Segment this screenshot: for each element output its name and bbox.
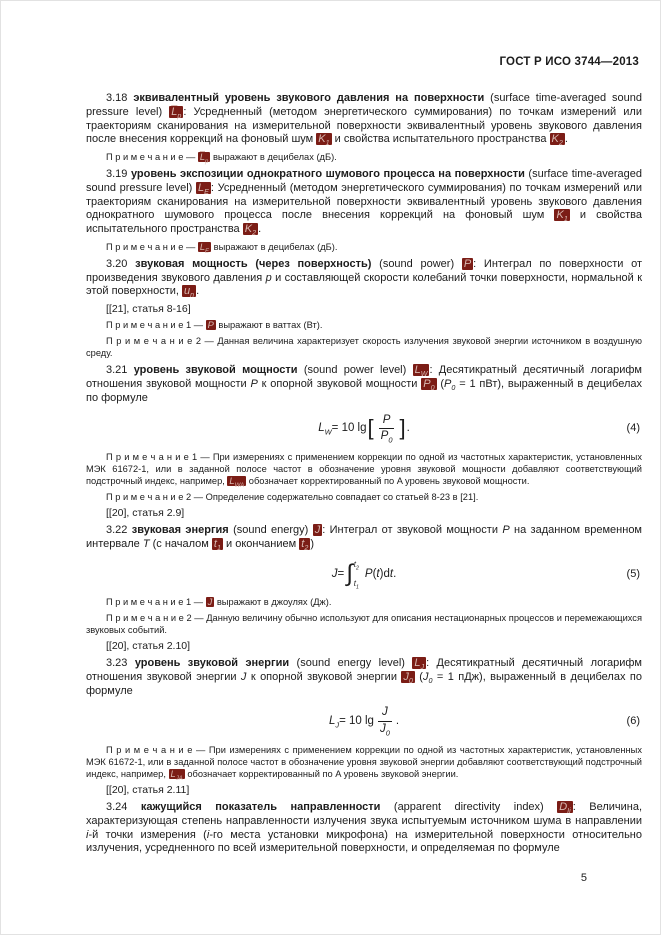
text-segment: (sound power) — [379, 257, 462, 270]
equation-number: (4) — [626, 422, 640, 435]
integral-lower-limit — [353, 578, 359, 591]
equation-number: (5) — [626, 567, 640, 580]
definition-paragraph — [86, 258, 642, 299]
text-segment: (surface time-averaged sound pressure level) — [86, 92, 642, 118]
text-segment: [[20], статья 2.10] — [106, 640, 191, 653]
text-segment: П р и м е ч а н и е — При измерениях с применением коррекции по одной из частотных характеристик, установленных МЭК 61672-1, или в заданной полосе частот в обозначение уровня звуковой энергии добавляют соответствующий подстрочный индекс, например, — [86, 744, 642, 779]
text-segment: T — [142, 538, 150, 551]
text-segment: [[21], статья 8-16] — [106, 303, 191, 316]
math-variable: $D_{Ii}$ — [559, 801, 571, 816]
document-content — [86, 87, 642, 858]
text-segment: . — [395, 715, 400, 728]
definition-paragraph — [86, 364, 642, 405]
term-bold: эквивалентный уровень звукового давления на поверхности — [133, 92, 491, 104]
math-variable: $L_W$ — [414, 364, 428, 379]
text-segment: : Усредненный (методом энергетического суммирования) по точкам измерений или траекториям сканирования на измерительной поверхности эквивалентный уровень звукового давления однократного шумового процесса после внесения коррекций на фоновый шум — [86, 181, 642, 222]
definition-paragraph — [86, 801, 642, 856]
text-segment: (apparent directivity index) — [393, 801, 558, 814]
text-segment: 3.18 — [106, 92, 134, 104]
math-variable: $\overline{L}_p$ — [199, 152, 209, 165]
bracket: [ — [367, 415, 374, 441]
text-segment: i — [206, 828, 210, 841]
text-segment: 3.19 — [106, 168, 131, 181]
term-bold: уровень звуковой энергии — [134, 657, 297, 670]
text-segment: p — [265, 271, 272, 284]
fraction-numerator — [379, 414, 395, 429]
note-paragraph — [86, 241, 642, 253]
text-segment: [[20], статья 2.11] — [106, 784, 190, 797]
reference-citation — [86, 784, 642, 796]
text-segment: (sound energy level) — [296, 657, 413, 670]
text-segment: П р и м е ч а н и е 2 — Определение содержательно совпадает со статьей 8-23 в [21]. — [106, 492, 479, 503]
math-fraction — [377, 414, 397, 443]
text-segment: = 10 lg — [331, 422, 367, 435]
text-segment: к опорной звуковой энергии — [246, 670, 402, 683]
text-segment: выражают в джоулях (Дж). — [214, 596, 332, 607]
text-segment: ( — [414, 670, 423, 683]
integral — [346, 559, 363, 591]
math-variable: $P_0$ — [423, 378, 435, 393]
math-variable: $t_1$ — [213, 538, 221, 553]
fraction-denominator — [376, 722, 394, 736]
math-variable: $K_2$ — [244, 223, 257, 238]
math-variable: $L_E$ — [199, 241, 210, 255]
text-segment: выражают в децибелах (дБ). — [211, 241, 338, 252]
text-segment: P — [502, 524, 510, 537]
text-segment: П р и м е ч а н и е — — [106, 241, 198, 252]
text-segment: )d — [379, 567, 390, 580]
text-segment: (с началом — [149, 538, 212, 551]
text-segment: обозначает корректированный по A уровень звуковой энергии. — [184, 768, 459, 779]
page-number: 5 — [580, 872, 587, 884]
text-segment: $J_0$ — [379, 722, 390, 737]
definition-paragraph — [86, 657, 642, 698]
text-segment: П р и м е ч а н и е 1 — При измерениях с применением коррекции по одной из частотных характеристик, установленных МЭК 61672-1, или в заданной полосе частот в обозначение уровня звуковой мощности добавляют соответствующий подстрочный индекс, например, — [86, 452, 642, 487]
math-variable: $L_{JA}$ — [170, 768, 183, 782]
formula — [86, 414, 642, 443]
text-segment: (surface time-averaged sound pressure level) — [86, 168, 643, 194]
text-segment: обозначает корректированный по A уровень звуковой мощности. — [246, 476, 530, 487]
text-segment: . — [196, 285, 200, 298]
text-segment: . — [564, 133, 568, 146]
text-segment: $L_W$ — [318, 422, 332, 437]
text-segment: J — [382, 706, 388, 719]
fraction-denominator — [377, 429, 397, 443]
math-variable: $L_J$ — [414, 657, 425, 672]
text-segment: P — [382, 413, 391, 426]
text-segment: -й точки измерения ( — [88, 828, 207, 841]
text-segment: П р и м е ч а н и е — — [106, 152, 198, 162]
text-segment: [[20], статья 2.9] — [106, 507, 185, 520]
note-paragraph — [86, 335, 642, 359]
text-segment: П р и м е ч а н и е 1 — — [106, 596, 206, 607]
text-segment: t — [376, 567, 380, 580]
math-variable: P — [463, 257, 472, 270]
definition-paragraph — [86, 92, 642, 147]
text-segment: -го места установки микрофона) на измерительной поверхности относительно излучения, усредненного по всей измерительной поверхности, и определяемая по формуле — [86, 828, 642, 855]
text-segment: J — [331, 567, 338, 580]
text-segment: $L_J$ — [328, 715, 340, 730]
bracket: ] — [399, 415, 406, 441]
text-segment: ) — [310, 538, 314, 551]
text-segment: = 1 пДж), выраженный в децибелах по формуле — [86, 670, 642, 697]
formula-expression — [331, 559, 397, 591]
note-paragraph — [86, 451, 642, 490]
math-fraction — [376, 706, 394, 735]
term-bold: кажущийся показатель направленности — [140, 801, 394, 814]
equation-number: (6) — [626, 715, 640, 728]
text-segment: П р и м е ч а н и е 2 — Данную величину обычно используют для описания нестационарных процессов и перемежающихся звуковых событий. — [86, 612, 642, 636]
text-segment: : Интеграл по поверхности от произведения звукового давления — [86, 257, 643, 284]
text-segment: . — [393, 567, 397, 580]
text-segment: : Десятикратный десятичный логарифм отношения звуковой мощности — [86, 364, 642, 391]
note-paragraph — [86, 744, 642, 780]
text-segment: = 1 пВт), выраженный в децибелах по формуле — [86, 378, 643, 404]
text-segment: . — [258, 223, 262, 236]
reference-citation — [86, 640, 642, 652]
reference-citation — [86, 303, 642, 315]
term-bold: звуковая энергия — [131, 524, 234, 537]
note-paragraph — [86, 151, 642, 163]
math-variable: $K_2$ — [551, 133, 563, 148]
formula-expression — [329, 706, 399, 735]
text-segment: : Интеграл от звуковой мощности — [322, 524, 503, 537]
text-segment: . — [406, 422, 410, 435]
integral-limits — [353, 559, 359, 591]
formula — [86, 706, 642, 735]
text-segment: P — [250, 378, 258, 391]
text-segment: ( — [372, 567, 377, 580]
math-variable: J — [207, 596, 213, 607]
text-segment: $P_0$ — [444, 378, 456, 393]
note-paragraph — [86, 612, 642, 636]
text-segment: $t_1$ — [353, 578, 359, 591]
integral-upper-limit — [353, 559, 359, 572]
text-segment: 3.22 — [106, 524, 132, 537]
text-segment: ( — [436, 378, 445, 391]
text-segment: к опорной звуковой мощности — [257, 378, 422, 391]
fraction-numerator — [378, 706, 392, 721]
definition-paragraph — [86, 168, 642, 237]
definition-paragraph — [86, 524, 642, 552]
text-segment: i — [86, 828, 89, 841]
text-segment: 3.20 — [106, 257, 136, 270]
text-segment: = — [337, 567, 345, 580]
text-segment: и свойства испытательного пространства — [331, 133, 550, 146]
integral-glyph: ∫ — [346, 559, 353, 587]
math-variable: $K_1$ — [556, 209, 568, 224]
text-segment: выражают в децибелах (дБ). — [210, 152, 337, 162]
math-variable: $t_2$ — [301, 538, 309, 553]
math-variable: $L_E$ — [197, 181, 209, 197]
text-segment: : Десятикратный десятичный логарифм отношения звуковой энергии — [86, 657, 642, 683]
text-segment: выражают в ваттах (Вт). — [215, 320, 323, 331]
math-variable: J — [314, 524, 321, 537]
math-variable: $K_1$ — [318, 133, 330, 148]
math-variable: $\overline{L}_p$ — [171, 105, 182, 120]
note-paragraph — [86, 319, 642, 331]
text-segment: : Величина, характеризующая степень направленности излучения звука испытуемым источником шума в направлении — [86, 801, 643, 827]
math-variable: $J_0$ — [403, 670, 413, 686]
text-segment: и окончанием — [222, 538, 300, 551]
term-bold: уровень звуковой мощности — [133, 364, 304, 377]
text-segment: $P_0$ — [380, 429, 393, 445]
text-segment: : Усредненный (методом энергетического суммирования) по точкам измерений или траекториям сканирования на измерительной поверхности эквивалентный уровень звукового давления после внесения коррекций на фоновый шум — [86, 105, 642, 146]
text-segment: на заданном временном интервале — [86, 524, 642, 551]
text-segment: t — [389, 567, 394, 580]
text-segment: P — [364, 567, 373, 580]
formula-expression — [318, 414, 410, 443]
term-bold: звуковая мощность (через поверхность) — [135, 257, 380, 270]
text-segment: П р и м е ч а н и е 1 — — [106, 320, 206, 331]
text-segment: 3.23 — [106, 657, 135, 670]
text-segment: = 10 lg — [339, 715, 374, 728]
text-segment: $t_2$ — [353, 559, 359, 572]
text-segment: П р и м е ч а н и е 2 — Данная величина характеризует скорость излучения звуковой энергии источником в воздушную среду. — [86, 336, 642, 359]
text-segment: и свойства испытательного пространства — [86, 209, 642, 236]
note-paragraph — [86, 491, 642, 503]
doc-code-header: ГОСТ Р ИСО 3744—2013 — [499, 56, 639, 68]
text-segment: $J_0$ — [422, 670, 433, 686]
term-bold: уровень экспозиции однократного шумового процесса на поверхности — [130, 168, 529, 181]
math-variable: $u_n$ — [184, 285, 195, 300]
text-segment: и составляющей скорости колебаний точки поверхности, нормальной к этой поверхности, — [86, 271, 643, 298]
formula — [86, 559, 642, 591]
math-variable: $L_{WA}$ — [229, 476, 245, 490]
math-variable: P — [207, 320, 214, 331]
text-segment: 3.24 — [106, 801, 141, 814]
note-paragraph — [86, 596, 642, 608]
reference-citation — [86, 507, 642, 519]
text-segment: 3.21 — [106, 364, 134, 377]
text-segment: (sound energy) — [233, 524, 313, 537]
text-segment: J — [240, 670, 247, 683]
text-segment: (sound power level) — [303, 364, 413, 377]
